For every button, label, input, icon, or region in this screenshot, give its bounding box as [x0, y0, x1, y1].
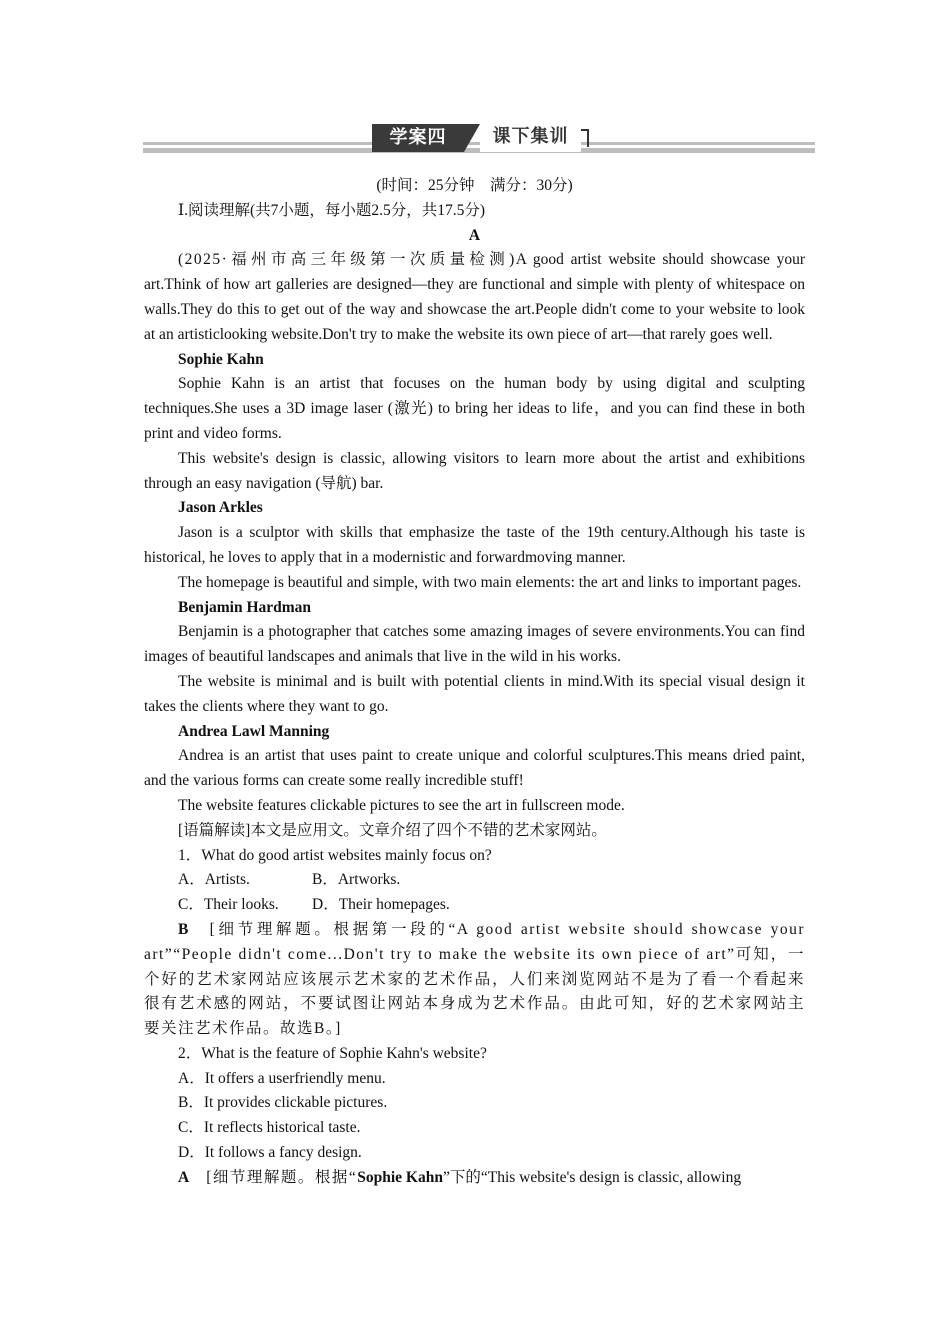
option: D．It follows a fancy design.: [178, 1144, 362, 1162]
explanation-text: ”下的“This website's design is classic, allowing: [442, 1168, 742, 1186]
banner-corner-mark: [581, 129, 589, 147]
question-stem: 2．What is the feature of Sophie Kahn's website?: [178, 1044, 487, 1062]
banner-tag-dark: 学案四: [372, 124, 464, 152]
answer-explanation: [144, 1166, 805, 1191]
artist-name: Jason Arkles: [178, 499, 263, 517]
artist-name: Benjamin Hardman: [178, 598, 312, 616]
passage-source: (2025·福州市高三年级第一次质量检测): [178, 251, 516, 269]
option-a: A．Artists.: [178, 871, 250, 889]
artist-website-desc: The website is minimal and is built with potential clients in mind.With its special visual design it takes the clients where they want to go.: [144, 672, 805, 715]
artist-name: Sophie Kahn: [178, 350, 264, 368]
artist-bio: Jason is a sculptor with skills that emphasize the taste of the 19th century.Although his taste is historical, he loves to apply that in a modernistic and forwardmoving manner.: [144, 524, 805, 566]
discourse-analysis: [144, 819, 805, 844]
option-c: C．Their looks.: [178, 896, 279, 914]
explanation-text: [细节理解题。根据第一段的“A good artist website should showcase your art”“People didn't come...Don't try to make the website its own piece of art”可知，一个好的艺术家网站应该展示艺术家的艺术作品，人们来浏览网站不是为了看一个看起来很有艺术感的网站，不要试图让网站本身成为艺术作品。由此可知，好的艺术家网站主要关注艺术作品。故选B。]: [144, 920, 805, 1038]
explanation-highlight: Sophie Kahn: [357, 1168, 443, 1186]
option-row: [144, 893, 805, 918]
passage-intro: [144, 248, 805, 347]
banner-tag-light: 课下集训: [480, 124, 581, 152]
passage-label: A: [468, 226, 481, 244]
artist-name: Andrea Lawl Manning: [178, 722, 330, 740]
document-body: [144, 174, 805, 1191]
section-title: Ⅰ.阅读理解(共7小题，每小题2.5分，共17.5分): [178, 201, 486, 219]
explanation-text: [细节理解题。根据“: [189, 1168, 358, 1186]
time-info: (时间：25分钟 满分：30分): [376, 177, 573, 194]
analysis-label: [语篇解读]: [178, 821, 251, 839]
answer-explanation: [144, 918, 805, 1042]
option-row: [144, 868, 805, 893]
passage-intro-text: A good artist website should showcase your art.Think of how art galleries are designed—they are functional and simple with plenty of whitespace on walls.They do this to get out of the way and showcase the art.People didn't come to your website to look at an artisticlooking website.Don't try to make the website its own piece of art—that rarely goes well.: [144, 251, 805, 343]
analysis-text: 本文是应用文。文章介绍了四个不错的艺术家网站。: [250, 821, 607, 839]
artist-website-desc: This website's design is classic, allowing visitors to learn more about the artist and exhibitions through an easy navigation (导航) bar.: [144, 449, 805, 492]
artist-bio: Benjamin is a photographer that catches some amazing images of severe environments.You can find images of beautiful landscapes and animals that live in the wild in his works.: [144, 623, 805, 666]
artist-bio: Andrea is an artist that uses paint to create unique and colorful sculptures.This means dried paint, and the various forms can create some really incredible stuff!: [144, 747, 805, 790]
option-d: D．Their homepages.: [312, 896, 450, 914]
artist-bio: Sophie Kahn is an artist that focuses on the human body by using digital and sculpting techniques.She uses a 3D image laser (激光) to bring her ideas to life，and you can find these in both print and video forms.: [144, 375, 805, 442]
option: B．It provides clickable pictures.: [178, 1094, 388, 1112]
artist-website-desc: The homepage is beautiful and simple, with two main elements: the art and links to important pages.: [178, 573, 802, 591]
option: C．It reflects historical taste.: [178, 1119, 361, 1137]
artist-website-desc: The website features clickable pictures to see the art in fullscreen mode.: [178, 796, 625, 814]
banner-wedge: [464, 124, 480, 152]
answer-key: A: [178, 1168, 190, 1186]
option-b: B．Artworks.: [312, 871, 401, 889]
question-stem: 1．What do good artist websites mainly focus on?: [178, 846, 492, 864]
section-banner: [143, 124, 815, 156]
option: A．It offers a userfriendly menu.: [178, 1069, 386, 1087]
answer-key: B: [178, 920, 189, 938]
